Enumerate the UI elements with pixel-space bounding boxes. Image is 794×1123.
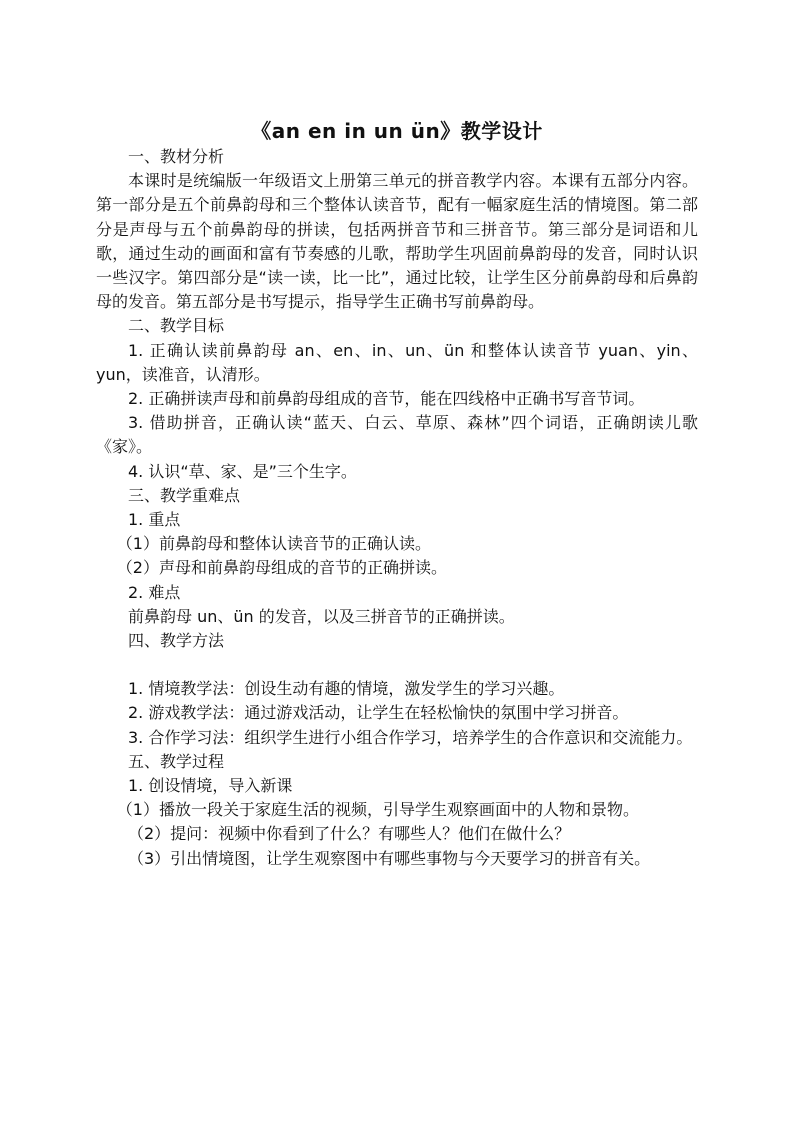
section-heading: 三、教学重难点 — [128, 485, 241, 505]
body-paragraph: 前鼻韵母 un、ün 的发音，以及三拼音节的正确拼读。 — [128, 606, 515, 626]
list-item: 4. 认识“草、家、是”三个生字。 — [128, 461, 357, 481]
section-heading: 四、教学方法 — [128, 631, 225, 651]
subheading: 1. 创设情境，导入新课 — [128, 776, 293, 796]
list-item: （3）引出情境图，让学生观察图中有哪些事物与今天要学习的拼音有关。 — [128, 848, 651, 868]
list-item: 3. 借助拼音，正确认读“蓝天、白云、草原、森林”四个词语，正确朗读儿歌《家》。 — [96, 413, 698, 457]
list-item: 2. 正确拼读声母和前鼻韵母组成的音节，能在四线格中正确书写音节词。 — [128, 389, 645, 409]
list-item: （1）前鼻韵母和整体认读音节的正确认读。 — [116, 534, 431, 554]
section-heading: 五、教学过程 — [128, 751, 225, 771]
subheading: 1. 重点 — [128, 510, 181, 530]
list-item: （1）播放一段关于家庭生活的视频，引导学生观察画面中的人物和景物。 — [116, 800, 639, 820]
section-heading: 二、教学目标 — [128, 316, 225, 336]
body-paragraph: 本课时是统编版一年级语文上册第三单元的拼音教学内容。本课有五部分内容。第一部分是五个前鼻韵母和三个整体认读音节，配有一幅家庭生活的情境图。第二部分是声母与五个前鼻韵母的拼读，包括两拼音节和三拼音节。第三部分是词语和儿歌，通过生动的画面和富有节奏感的儿歌，帮助学生巩固前鼻韵母的发音，同时认识一些汉字。第四部分是“读一读，比一比”，通过比较，让学生区分前鼻韵母和后鼻韵母的发音。第五部分是书写提示，指导学生正确书写前鼻韵母。 — [96, 171, 698, 312]
blank-line — [96, 653, 698, 677]
document-title: 《an en in un ün》教学设计 — [251, 119, 543, 143]
list-item: 1. 情境教学法：创设生动有趣的情境，激发学生的学习兴趣。 — [128, 679, 565, 699]
list-item: 3. 合作学习法：组织学生进行小组合作学习，培养学生的合作意识和交流能力。 — [128, 727, 693, 747]
list-item: （2）声母和前鼻韵母组成的音节的正确拼读。 — [116, 558, 447, 578]
list-item: （2）提问：视频中你看到了什么？有哪些人？他们在做什么？ — [128, 824, 571, 844]
subheading: 2. 难点 — [128, 582, 181, 602]
list-item: 2. 游戏教学法：通过游戏活动，让学生在轻松愉快的氛围中学习拼音。 — [128, 703, 629, 723]
document-body — [96, 117, 698, 871]
section-heading: 一、教材分析 — [128, 147, 225, 166]
list-item: 1. 正确认读前鼻韵母 an、en、in、un、ün 和整体认读音节 yuan、yin、yun，读准音，认清形。 — [96, 340, 698, 384]
